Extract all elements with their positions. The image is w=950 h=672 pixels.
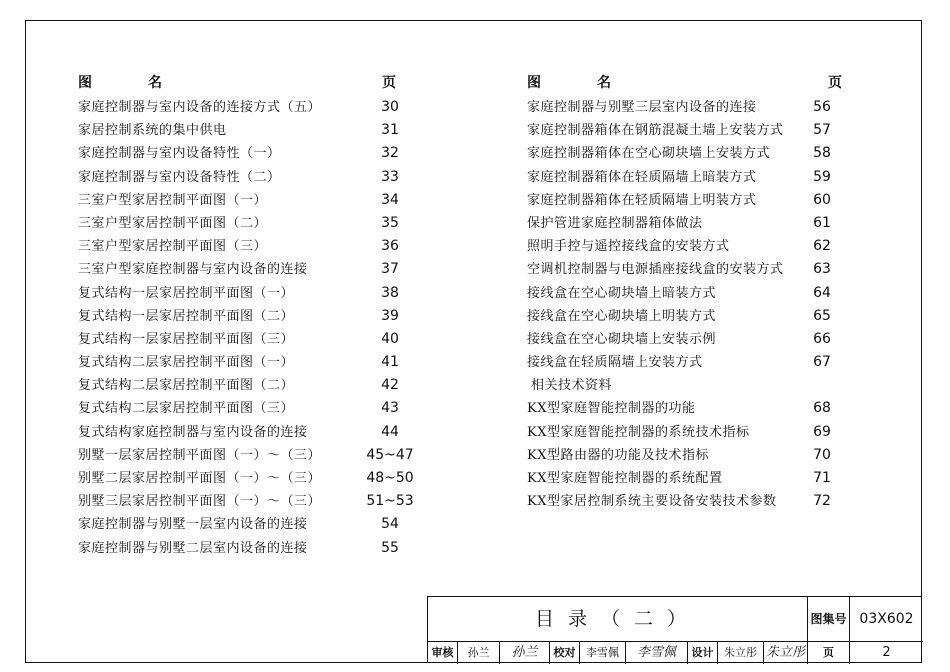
toc-entry-title: 家庭控制器箱体在轻质隔墙上明装方式 (527, 192, 757, 208)
design-signature: 朱立彤 (764, 642, 808, 664)
toc-entry-title: 家庭控制器与室内设备的连接方式（五） (78, 100, 322, 115)
toc-entry-title: 家庭控制器箱体在空心砌块墙上安装方式 (527, 146, 771, 162)
toc-entry-title: 家庭控制器箱体在轻质隔墙上暗装方式 (527, 169, 757, 185)
toc-entry-page: 54 (381, 516, 399, 533)
toc-entry (527, 444, 850, 467)
header-title-char-1: 图 (78, 75, 92, 91)
toc-entry (78, 351, 418, 374)
atlas-number: 03X602 (850, 597, 923, 642)
toc-entry-page: 68 (813, 400, 831, 417)
toc-entry-page: 37 (381, 261, 399, 278)
toc-entry-page: 57 (813, 122, 831, 139)
toc-entry-page: 65 (813, 307, 831, 324)
toc-entry (527, 235, 850, 258)
approval-row (428, 642, 923, 664)
toc-entry (527, 189, 850, 212)
toc-entry-page: 30 (381, 99, 399, 115)
toc-entry-title: 三室户型家居控制平面图（三） (78, 239, 268, 255)
review-label: 审核 (428, 642, 458, 664)
toc-entry-page: 72 (813, 493, 831, 510)
page-number: 2 (882, 645, 891, 660)
toc-entry-title: 接线盒在空心砌块墙上暗装方式 (527, 285, 717, 301)
toc-entry (527, 282, 850, 305)
page-label: 页 (808, 642, 850, 664)
toc-header-left (78, 72, 418, 96)
toc-entry-title: 空调机控制器与电源插座接线盒的安装方式 (527, 262, 784, 278)
toc-entry-page: 44 (381, 423, 399, 440)
toc-entry-page: 51~53 (366, 493, 414, 510)
toc-entry (527, 142, 850, 165)
toc-entry-page: 67 (813, 354, 831, 371)
toc-entry-title: 复式结构一层家居控制平面图（三） (78, 331, 295, 347)
toc-entry-page: 64 (813, 284, 831, 301)
toc-entry-title: 家庭控制器与别墅一层室内设备的连接 (78, 517, 308, 533)
toc-entry (78, 305, 418, 328)
toc-entry-page: 45~47 (366, 446, 414, 463)
toc-entry (78, 96, 418, 119)
toc-entry (527, 397, 850, 420)
toc-entry (78, 328, 418, 351)
toc-entry-page: 69 (813, 423, 831, 440)
toc-entry-page: 38 (381, 284, 399, 301)
toc-entry-page: 39 (381, 307, 399, 324)
toc-entry (527, 166, 850, 189)
toc-entry-page: 61 (813, 214, 831, 231)
toc-entry-title: 家庭控制器箱体在钢筋混凝土墙上安装方式 (527, 123, 784, 139)
toc-entry-title: 接线盒在轻质隔墙上安装方式 (527, 355, 703, 371)
toc-entry-page: 60 (813, 191, 831, 208)
toc-entry-title: 别墅一层家居控制平面图（一）～（三） (78, 447, 322, 463)
toc-entry-title: 复式结构二层家居控制平面图（三） (78, 401, 295, 417)
toc-entry-title: 复式结构二层家居控制平面图（一） (78, 355, 295, 371)
title-block (427, 596, 922, 663)
toc-entry (527, 467, 850, 490)
toc-entry-title: KX型路由器的功能及技术指标 (527, 447, 709, 463)
toc-entry-page: 48~50 (366, 470, 414, 486)
toc-entry (527, 351, 850, 374)
toc-entry (78, 189, 418, 212)
toc-entry-title: 接线盒在空心砌块墙上明装方式 (527, 308, 717, 324)
toc-entry (527, 328, 850, 351)
toc-entry-title: 家庭控制器与别墅三层室内设备的连接 (527, 100, 757, 115)
toc-entry-page: 66 (813, 330, 831, 347)
toc-entry-page: 71 (813, 470, 831, 486)
toc-entry (78, 537, 418, 560)
toc-entry (527, 96, 850, 119)
toc-entry (78, 119, 418, 142)
toc-entry-page: 63 (813, 261, 831, 278)
toc-entry-title: 三室户型家居控制平面图（一） (78, 192, 268, 208)
toc-entry (78, 397, 418, 420)
toc-entry-title: 三室户型家庭控制器与室内设备的连接 (78, 262, 308, 278)
toc-entry (527, 258, 850, 281)
toc-entry (78, 282, 418, 305)
toc-entry-page: 43 (381, 400, 399, 417)
toc-entry-title: 照明手控与遥控接线盒的安装方式 (527, 239, 730, 255)
toc-entry-title: 家居控制系统的集中供电 (78, 123, 227, 139)
toc-entry-page: 34 (381, 191, 399, 208)
toc-column-right (527, 72, 850, 513)
toc-entry-title: 家庭控制器与室内设备特性（二） (78, 169, 281, 185)
toc-entry (78, 374, 418, 397)
toc-entry-page: 41 (381, 354, 399, 371)
toc-entry-page: 59 (813, 168, 831, 185)
header-page: 页 (382, 75, 396, 91)
toc-entry-page: 42 (381, 377, 399, 394)
check-label: 校对 (550, 642, 580, 664)
sheet-title: 目录（二） (428, 597, 808, 642)
toc-entry (78, 467, 418, 490)
header-page: 页 (828, 75, 842, 91)
toc-entry-title: KX型家庭智能控制器的系统配置 (527, 471, 723, 486)
toc-entry-page: 31 (381, 122, 399, 139)
toc-entry-title: 别墅二层家居控制平面图（一）～（三） (78, 471, 322, 486)
toc-entry (527, 305, 850, 328)
toc-entry-page: 32 (381, 145, 399, 162)
toc-entry (78, 166, 418, 189)
toc-entry (78, 490, 418, 513)
toc-entry (78, 444, 418, 467)
review-signature: 孙兰 (500, 642, 550, 664)
toc-entry-title: KX型家庭智能控制器的功能 (527, 401, 696, 417)
design-label: 设计 (688, 642, 718, 664)
toc-entry (78, 421, 418, 444)
toc-entry-title: 复式结构一层家居控制平面图（二） (78, 308, 295, 324)
toc-entry-title: 复式结构二层家居控制平面图（二） (78, 378, 295, 394)
toc-entry (78, 212, 418, 235)
atlas-number-label: 图集号 (808, 597, 850, 642)
toc-entry (527, 119, 850, 142)
toc-entry-title: 别墅三层家居控制平面图（一）～（三） (78, 494, 322, 510)
toc-entry-title: 复式结构家庭控制器与室内设备的连接 (78, 424, 308, 440)
toc-header-right (527, 72, 850, 96)
toc-entry-title: 相关技术资料 (531, 378, 613, 394)
toc-entry (527, 490, 850, 513)
check-signature: 李雪佩 (626, 642, 688, 664)
toc-entry (78, 235, 418, 258)
toc-entry-title: 保护管进家庭控制器箱体做法 (527, 215, 703, 231)
toc-entry (527, 212, 850, 235)
toc-list-right (527, 96, 850, 513)
toc-entry-title: 接线盒在空心砌块墙上安装示例 (527, 331, 717, 347)
toc-entry (78, 513, 418, 536)
toc-entry-title: KX型家庭智能控制器的系统技术指标 (527, 424, 750, 440)
review-name: 孙兰 (458, 642, 500, 664)
toc-entry (78, 142, 418, 165)
toc-entry-page: 62 (813, 238, 831, 255)
header-title-char-2: 名 (148, 75, 162, 91)
toc-entry-page: 33 (381, 168, 399, 185)
toc-entry (78, 258, 418, 281)
toc-entry-page: 55 (381, 539, 399, 556)
toc-entry (527, 374, 850, 397)
toc-entry-title: 复式结构一层家居控制平面图（一） (78, 285, 295, 301)
toc-entry-page: 58 (813, 145, 831, 162)
toc-entry-title: 家庭控制器与别墅二层室内设备的连接 (78, 540, 308, 556)
toc-entry-page: 35 (381, 214, 399, 231)
toc-entry-page: 40 (381, 330, 399, 347)
toc-entry-title: 家庭控制器与室内设备特性（一） (78, 146, 281, 162)
header-title-char-2: 名 (597, 75, 611, 91)
toc-entry-title: 三室户型家居控制平面图（二） (78, 215, 268, 231)
check-name: 李雪佩 (580, 642, 626, 664)
toc-entry (527, 421, 850, 444)
toc-entry-page: 56 (813, 99, 831, 115)
toc-entry-page: 70 (813, 446, 831, 463)
header-title-char-1: 图 (527, 75, 541, 91)
toc-entry-page: 36 (381, 238, 399, 255)
toc-list-left (78, 96, 418, 560)
design-name: 朱立彤 (718, 642, 764, 664)
toc-column-left (78, 72, 418, 560)
toc-entry-title: KX型家居控制系统主要设备安装技术参数 (527, 494, 777, 510)
